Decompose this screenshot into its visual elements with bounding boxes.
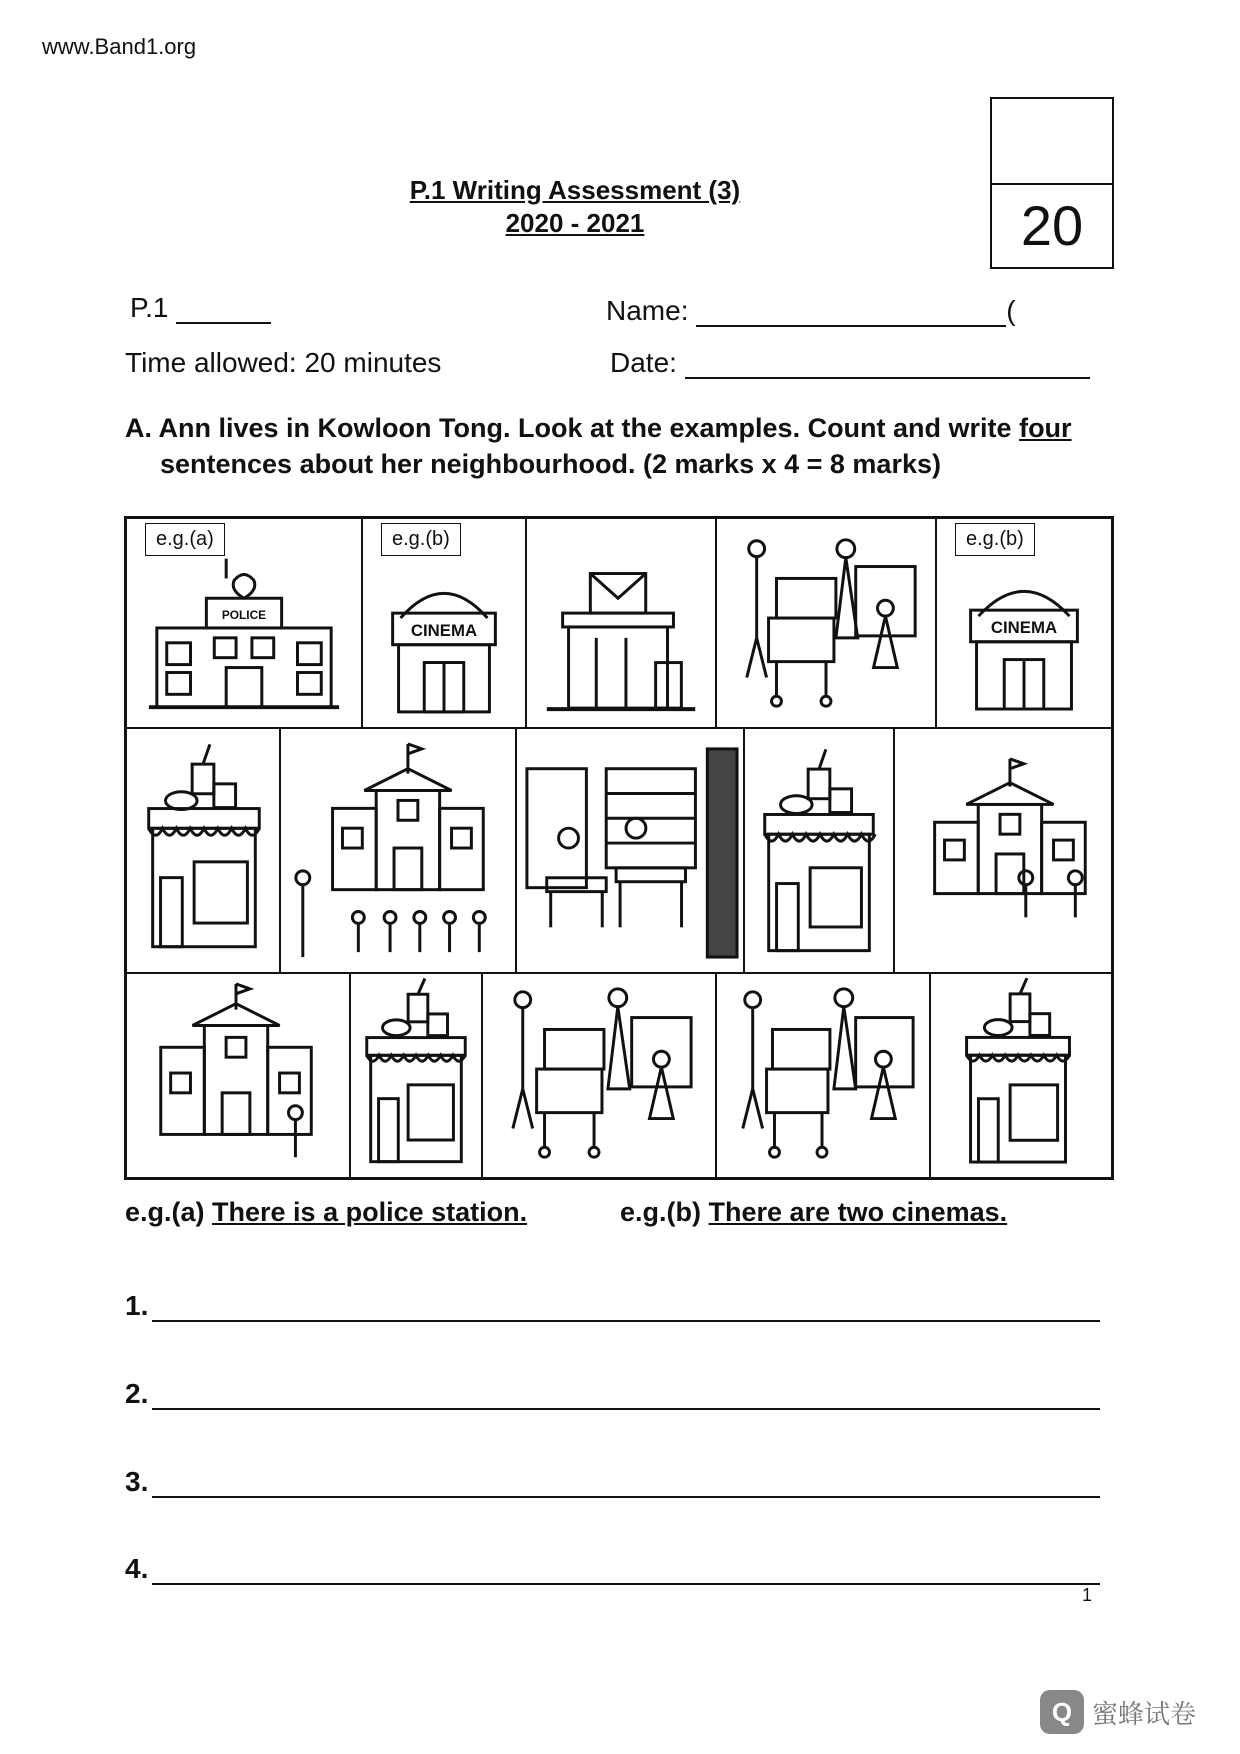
answer-line-1[interactable] — [125, 1290, 1100, 1322]
watermark-text: 蜜蜂试卷 — [1092, 1698, 1197, 1729]
supermarket-icon — [483, 974, 715, 1177]
example-a-label: e.g.(a) — [125, 1197, 205, 1227]
supermarket-icon — [717, 519, 935, 727]
cell-school — [280, 728, 516, 973]
score-box — [990, 97, 1114, 269]
watermark — [1040, 1690, 1196, 1734]
answer-number: 3. — [125, 1466, 149, 1497]
answer-blank[interactable] — [152, 1474, 1100, 1498]
answer-blank[interactable] — [152, 1561, 1100, 1585]
answer-blank[interactable] — [152, 1298, 1100, 1322]
supermarket-icon — [717, 974, 929, 1177]
cell-cinema — [936, 518, 1112, 728]
answer-number: 2. — [125, 1378, 149, 1409]
fast-food-shop-icon — [351, 974, 481, 1177]
example-a-text: There is a police station. — [212, 1197, 528, 1227]
cell-supermarket — [716, 518, 936, 728]
instruction-line-1 — [125, 410, 1115, 446]
cinema-icon — [937, 519, 1111, 727]
cinema-icon — [363, 519, 525, 727]
section-a-instructions — [125, 410, 1115, 482]
example-tag-a: e.g.(a) — [145, 523, 225, 556]
post-office-icon — [527, 519, 715, 727]
cell-school — [894, 728, 1112, 973]
school-icon — [895, 729, 1111, 972]
date-field[interactable] — [610, 347, 1090, 379]
answer-line-4[interactable] — [125, 1553, 1100, 1585]
cell-supermarket — [482, 973, 716, 1178]
example-a — [125, 1197, 527, 1228]
cell-school — [126, 973, 350, 1178]
instruction-line-2: sentences about her neighbourhood. (2 marks x 4 = 8 marks) — [160, 449, 941, 479]
class-label: P.1 — [130, 292, 169, 323]
fast-food-shop-icon — [127, 729, 279, 972]
cinema-sign-text: CINEMA — [410, 620, 478, 640]
school-icon — [127, 974, 349, 1177]
cell-police-station — [126, 518, 362, 728]
instruction-text: A. Ann lives in Kowloon Tong. Look at the examples. Count and write — [125, 413, 1012, 443]
name-blank[interactable] — [696, 301, 1006, 327]
time-allowed: Time allowed: 20 minutes — [125, 347, 442, 378]
page-title: P.1 Writing Assessment (3) — [409, 175, 741, 205]
police-sign-text: POLICE — [221, 608, 267, 623]
score-blank[interactable] — [992, 99, 1112, 185]
answer-number: 1. — [125, 1290, 149, 1321]
cell-post-office — [526, 518, 716, 728]
cell-fast-food-shop — [744, 728, 894, 973]
cell-supermarket — [716, 973, 930, 1178]
name-field[interactable] — [606, 295, 1016, 327]
fast-food-shop-icon — [931, 974, 1111, 1177]
answer-line-2[interactable] — [125, 1378, 1100, 1410]
cell-fast-food-shop — [930, 973, 1112, 1178]
class-blank[interactable] — [176, 298, 271, 324]
example-tag-b: e.g.(b) — [381, 523, 461, 556]
cell-fast-food-shop — [350, 973, 482, 1178]
cell-fast-food-shop — [126, 728, 280, 973]
answer-number: 4. — [125, 1553, 149, 1584]
cell-library — [516, 728, 744, 973]
score-total: 20 — [1020, 194, 1084, 257]
example-b-label: e.g.(b) — [620, 1197, 701, 1227]
date-label: Date: — [610, 347, 677, 378]
watermark-logo-icon: Q — [1040, 1690, 1084, 1734]
name-label: Name: — [606, 295, 689, 326]
picture-grid — [124, 516, 1114, 1180]
answer-line-3[interactable] — [125, 1466, 1100, 1498]
class-field[interactable] — [130, 292, 271, 324]
fast-food-shop-icon — [745, 729, 893, 972]
police-station-icon — [127, 519, 361, 727]
answer-blank[interactable] — [152, 1386, 1100, 1410]
library-icon — [517, 729, 743, 972]
example-tag-b: e.g.(b) — [955, 523, 1035, 556]
page-number: 1 — [1082, 1585, 1093, 1605]
instruction-emphasis: four — [1019, 413, 1072, 443]
cell-cinema — [362, 518, 526, 728]
example-b-text: There are two cinemas. — [708, 1197, 1008, 1227]
site-url: www.Band1.org — [42, 34, 197, 59]
school-icon — [281, 729, 515, 972]
example-b — [620, 1197, 1007, 1228]
cinema-sign-text: CINEMA — [990, 617, 1058, 637]
school-year: 2020 - 2021 — [505, 208, 645, 238]
date-blank[interactable] — [685, 353, 1090, 379]
name-paren: ( — [1006, 295, 1016, 326]
